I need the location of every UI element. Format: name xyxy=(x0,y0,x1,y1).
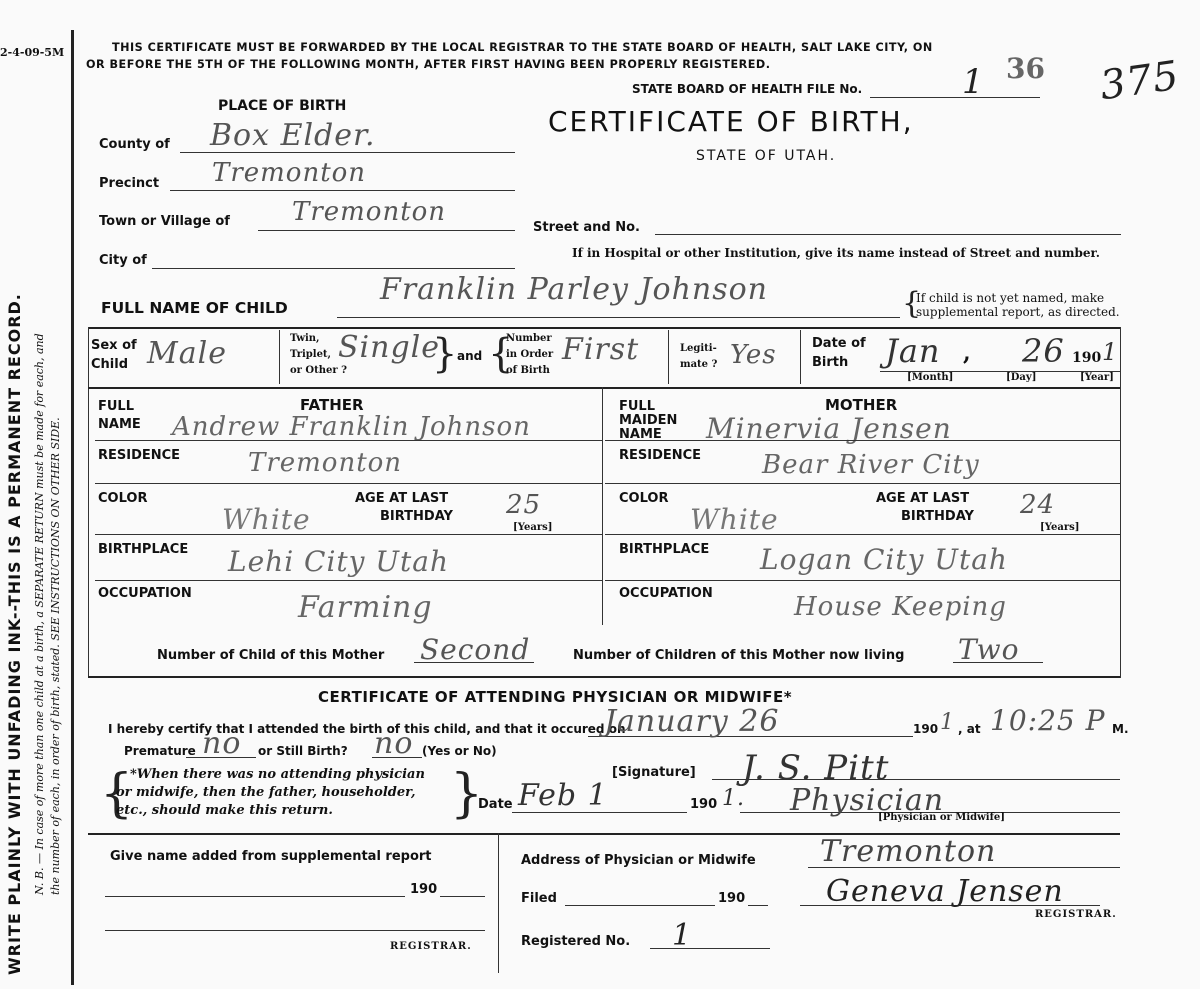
dob-year-prefix: 190 xyxy=(1072,350,1102,366)
legit-value: Yes xyxy=(730,340,777,370)
time-value: 10:25 P xyxy=(990,704,1106,737)
city-label: City of xyxy=(99,253,147,268)
dob-year-suffix: 1 xyxy=(1102,338,1119,366)
father-occupation-label: OCCUPATION xyxy=(98,586,192,601)
unnamed-brace: { xyxy=(902,286,922,321)
section-rule-physician xyxy=(88,676,1120,678)
child-full-name-label: FULL NAME OF CHILD xyxy=(101,299,288,317)
supplemental-label: Give name added from supplemental report xyxy=(110,849,432,864)
legit-divider xyxy=(800,330,801,384)
date-year-suffix: 1. xyxy=(722,786,745,811)
filed-line xyxy=(565,905,715,906)
corner-number: 375 xyxy=(1097,52,1183,110)
margin-rule xyxy=(71,30,74,985)
address-value: Tremonton xyxy=(820,834,997,869)
twin-label-2: Triplet, xyxy=(290,349,332,360)
twin-label-3: or Other ? xyxy=(290,365,347,376)
legit-label-1: Legiti- xyxy=(680,343,717,354)
sex-divider xyxy=(279,330,280,384)
note-brace-left: { xyxy=(100,764,134,824)
nb-note-line1: N. B. — In case of more than one child at a birth, a SEPARATE RETURN must be made for each, and xyxy=(33,333,46,895)
registrar-caption: REGISTRAR. xyxy=(1035,909,1117,920)
bottom-divider xyxy=(498,833,499,973)
day-caption: [Day] xyxy=(1006,372,1037,383)
physician-heading: CERTIFICATE OF ATTENDING PHYSICIAN OR MIDWIFE* xyxy=(318,688,793,706)
county-label: County of xyxy=(99,137,170,152)
mother-color-line xyxy=(605,534,1120,535)
town-value: Tremonton xyxy=(292,197,447,227)
mother-birthplace-label: BIRTHPLACE xyxy=(619,542,710,557)
city-line xyxy=(152,268,515,269)
mother-full-label-1: FULL xyxy=(619,399,656,414)
notice-line-2: OR BEFORE THE 5TH OF THE FOLLOWING MONTH, AFTER FIRST HAVING BEEN PROPERLY REGISTERED. xyxy=(86,58,771,71)
date-label: Date xyxy=(478,797,513,812)
mother-occupation-value: House Keeping xyxy=(794,592,1007,622)
unnamed-note-line2: supplemental report, as directed. xyxy=(916,305,1120,319)
street-line xyxy=(655,234,1121,235)
birth-date-value: January 26 xyxy=(604,704,780,739)
town-label: Town or Village of xyxy=(99,214,230,229)
file-no-value: 1 xyxy=(962,62,985,102)
premature-label: Premature xyxy=(124,744,196,758)
mother-birthplace-line xyxy=(605,580,1120,581)
registered-no-value: 1 xyxy=(672,918,693,953)
precinct-line xyxy=(170,190,515,191)
mother-age-value: 24 xyxy=(1020,490,1056,520)
mother-occupation-label: OCCUPATION xyxy=(619,586,713,601)
role-caption: [Physician or Midwife] xyxy=(878,812,1005,823)
legit-label-2: mate ? xyxy=(680,359,718,370)
sex-label-2: Child xyxy=(91,357,129,372)
mother-age-label-2: BIRTHDAY xyxy=(901,509,974,524)
town-line xyxy=(258,230,515,231)
registrar-name: Geneva Jensen xyxy=(826,874,1064,909)
dob-comma: , xyxy=(963,340,971,366)
mother-full-label-3: NAME xyxy=(619,427,662,442)
note-line2: or midwife, then the father, householder, xyxy=(116,785,416,800)
precinct-value: Tremonton xyxy=(212,158,367,188)
stillbirth-value: no xyxy=(374,726,414,761)
supplemental-registrar-line xyxy=(105,930,485,931)
nb-note-line2: the number of each, in order of birth, stated. SEE INSTRUCTIONS ON OTHER SIDE. xyxy=(49,417,62,895)
permanent-record-notice: WRITE PLAINLY WITH UNFADING INK--THIS IS A PERMANENT RECORD. xyxy=(5,293,24,975)
certificate-subtitle: STATE OF UTAH. xyxy=(696,148,837,164)
father-birthplace-line xyxy=(95,580,602,581)
twin-label-1: Twin, xyxy=(290,333,320,344)
father-color-label: COLOR xyxy=(98,491,148,506)
dob-label-1: Date of xyxy=(812,336,866,351)
form-code: 2-4-09-5M xyxy=(0,46,65,59)
county-value: Box Elder. xyxy=(210,118,376,153)
filed-year-line xyxy=(748,905,768,906)
mother-full-label-2: MAIDEN xyxy=(619,413,678,428)
twin-brace: } xyxy=(432,331,458,377)
birth-year-suffix: 1 xyxy=(940,710,955,735)
note-line1: *When there was no attending physician xyxy=(130,767,425,782)
child-full-name-value: Franklin Parley Johnson xyxy=(380,272,768,307)
supplemental-name-line xyxy=(105,896,405,897)
precinct-label: Precinct xyxy=(99,176,160,191)
filed-label: Filed xyxy=(521,891,557,906)
mother-years-caption: [Years] xyxy=(1040,522,1080,533)
registered-no-label: Registered No. xyxy=(521,934,631,949)
certificate-title: CERTIFICATE OF BIRTH, xyxy=(548,105,914,138)
dob-month: Jan xyxy=(885,332,941,370)
role-value: Physician xyxy=(790,783,945,818)
father-full-label-2: NAME xyxy=(98,417,141,432)
father-birthplace-label: BIRTHPLACE xyxy=(98,542,189,557)
sex-value: Male xyxy=(147,336,227,371)
father-age-value: 25 xyxy=(506,490,542,520)
month-caption: [Month] xyxy=(907,372,954,383)
stamp-number: 36 xyxy=(1006,52,1045,85)
father-full-label-1: FULL xyxy=(98,399,135,414)
signature-value: J. S. Pitt xyxy=(742,748,890,788)
father-residence-label: RESIDENCE xyxy=(98,448,181,463)
mother-age-label-1: AGE AT LAST xyxy=(876,491,970,506)
notice-line-1: THIS CERTIFICATE MUST BE FORWARDED BY THE LOCAL REGISTRAR TO THE STATE BOARD OF HEALTH, SALT LAKE CITY, ON xyxy=(112,41,933,54)
signature-label: [Signature] xyxy=(612,765,696,780)
father-birthplace-value: Lehi City Utah xyxy=(228,545,449,578)
note-brace-right: } xyxy=(450,764,484,824)
certify-text: I hereby certify that I attended the birth of this child, and that it occured on xyxy=(108,722,626,736)
yes-no-hint: (Yes or No) xyxy=(422,744,497,758)
mother-birthplace-value: Logan City Utah xyxy=(760,543,1008,576)
dob-label-2: Birth xyxy=(812,355,849,370)
order-brace: { xyxy=(488,331,514,377)
mother-color-label: COLOR xyxy=(619,491,669,506)
father-residence-line xyxy=(95,483,602,484)
note-line3: etc., should make this return. xyxy=(116,803,333,818)
supplemental-year-line xyxy=(440,896,485,897)
parents-divider xyxy=(602,387,603,625)
and-label: and xyxy=(457,349,483,363)
date-value: Feb 1 xyxy=(518,778,608,813)
children-living-value: Two xyxy=(958,633,1020,666)
filed-year: 190 xyxy=(718,891,746,906)
section-rule-parents xyxy=(88,387,1120,389)
mother-residence-line xyxy=(605,483,1120,484)
year-caption: [Year] xyxy=(1080,372,1114,383)
twin-value: Single xyxy=(338,330,441,365)
order-label-1: Number xyxy=(506,333,552,344)
registered-no-line xyxy=(650,948,770,949)
child-name-line xyxy=(337,317,900,318)
father-name-line xyxy=(95,440,602,441)
birth-year-prefix: 190 xyxy=(913,722,939,736)
order-label-2: in Order xyxy=(506,349,554,360)
order-value: First xyxy=(562,332,640,367)
m-label: M. xyxy=(1112,722,1129,736)
frame-left xyxy=(88,327,89,678)
children-living-label: Number of Children of this Mother now living xyxy=(573,648,905,663)
father-age-label-1: AGE AT LAST xyxy=(355,491,449,506)
dob-day: 26 xyxy=(1022,332,1065,370)
mother-name-line xyxy=(605,440,1120,441)
section-rule-top xyxy=(88,327,1120,329)
mother-name-value: Minervia Jensen xyxy=(706,412,952,445)
order-label-3: of Birth xyxy=(506,365,550,376)
father-residence-value: Tremonton xyxy=(248,448,403,478)
father-years-caption: [Years] xyxy=(513,522,553,533)
mother-heading: MOTHER xyxy=(825,396,898,414)
father-name-value: Andrew Franklin Johnson xyxy=(172,412,531,442)
unnamed-note-line1: If child is not yet named, make xyxy=(916,291,1105,305)
date-year-prefix: 190 xyxy=(690,797,718,812)
order-divider xyxy=(668,330,669,384)
file-no-label: STATE BOARD OF HEALTH FILE No. xyxy=(632,82,863,96)
father-color-value: White xyxy=(222,503,311,536)
mother-residence-label: RESIDENCE xyxy=(619,448,702,463)
mother-residence-value: Bear River City xyxy=(762,450,980,480)
child-number-label: Number of Child of this Mother xyxy=(157,648,385,663)
street-label: Street and No. xyxy=(533,220,640,235)
father-heading: FATHER xyxy=(300,396,364,414)
supplemental-registrar-caption: REGISTRAR. xyxy=(390,941,472,952)
place-of-birth-heading: PLACE OF BIRTH xyxy=(218,98,347,114)
stillbirth-label: or Still Birth? xyxy=(258,744,348,758)
father-color-line xyxy=(95,534,602,535)
child-number-value: Second xyxy=(420,633,531,666)
father-age-label-2: BIRTHDAY xyxy=(380,509,453,524)
premature-value: no xyxy=(202,726,242,761)
hospital-note: If in Hospital or other Institution, give its name instead of Street and number. xyxy=(572,246,1100,260)
file-no-line xyxy=(870,97,1040,98)
mother-color-value: White xyxy=(690,503,779,536)
sex-label-1: Sex of xyxy=(91,338,137,353)
at-label: , at xyxy=(958,722,981,736)
father-occupation-value: Farming xyxy=(298,590,433,625)
supplemental-year-label: 190 xyxy=(410,882,438,897)
frame-right xyxy=(1120,327,1121,678)
address-label: Address of Physician or Midwife xyxy=(521,853,756,868)
